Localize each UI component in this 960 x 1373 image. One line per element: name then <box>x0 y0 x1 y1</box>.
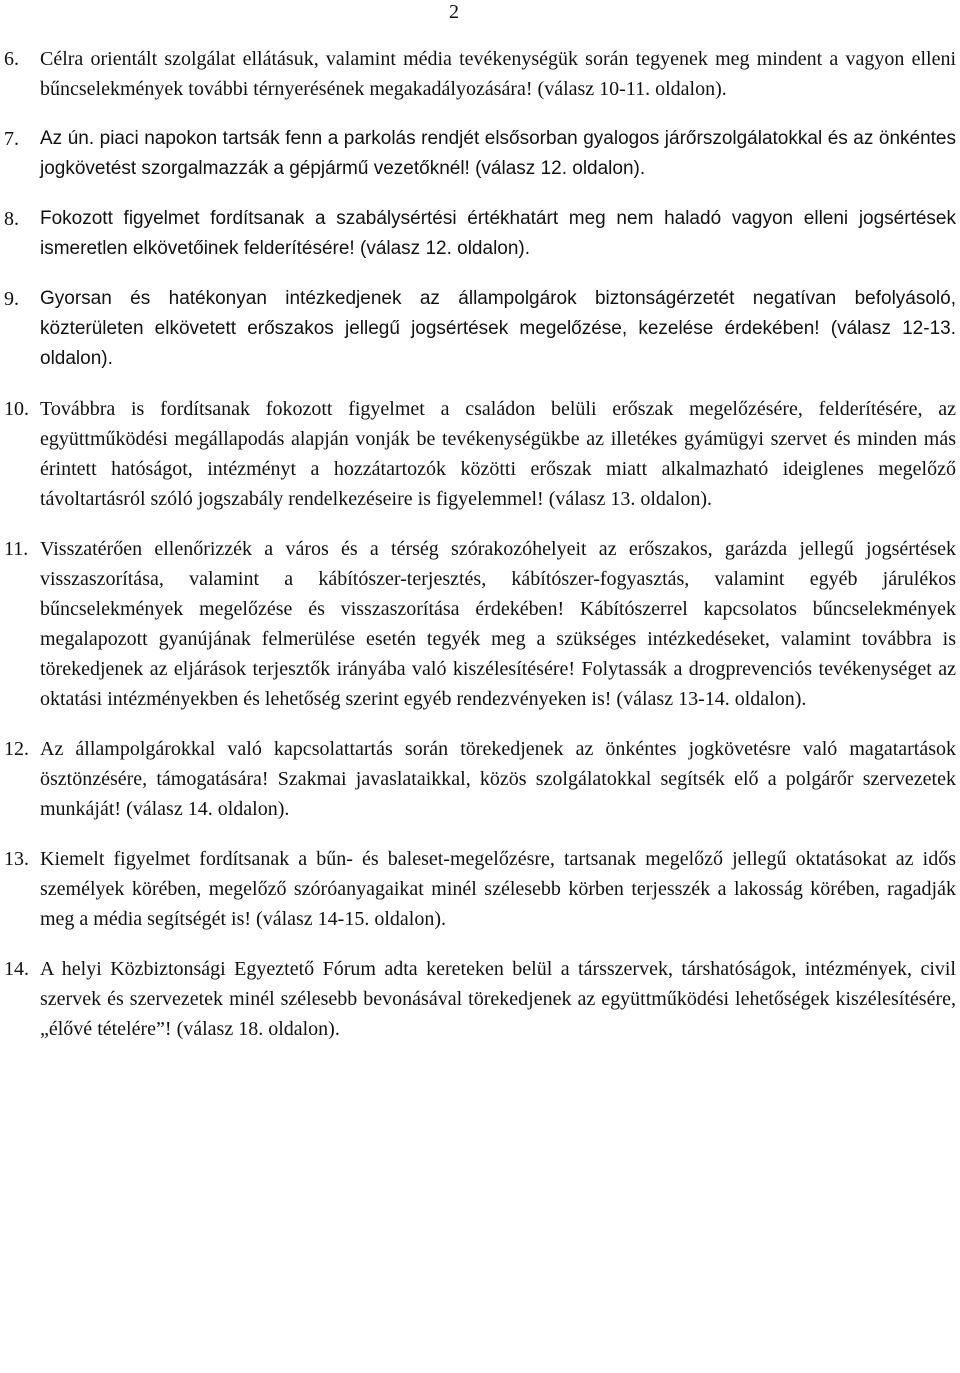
list-item <box>4 204 956 264</box>
item-text: Visszatérően ellenőrizzék a város és a térség szórakozóhelyeit az erőszakos, garázda jellegű jogsértések visszaszorítása, valamint a kábítószer-terjesztés, kábítószer-fogyasztás, valamint egyéb járulékos bűncselekmények megelőzése és visszaszorítása érdekében! Kábítószerrel kapcsolatos bűncselekmények megalapozott gyanújának felmerülése esetén tegyék meg a szükséges intézkedéseket, valamint továbbra is törekedjenek az eljárások terjesztők irányába való kiszélesítésére! Folytassák a drogprevenciós tevékenységet az oktatási intézményekben és lehetőség szerint egyéb rendezvényeken is! (válasz 13-14. oldalon). <box>40 538 956 710</box>
item-number: 13. <box>4 848 29 870</box>
list-item <box>4 394 956 514</box>
list-item <box>4 124 956 184</box>
list-item <box>4 734 956 824</box>
item-number: 10. <box>4 398 29 420</box>
item-text: Továbbra is fordítsanak fokozott figyelmet a családon belüli erőszak megelőzésére, felderítésére, az együttműködési megállapodás alapján vonják be tevékenységükbe az illetékes gyámügyi szervet és minden más érintett hatóságot, intézményt a hozzátartozók közötti erőszak miatt alkalmazható ideiglenes megelőző távoltartásról szóló jogszabály rendelkezéseire is figyelemmel! (válasz 13. oldalon). <box>40 398 956 510</box>
item-text: A helyi Közbiztonsági Egyeztető Fórum adta kereteken belül a társszervek, társhatóságok, intézmények, civil szervek és szervezetek minél szélesebb bevonásával törekedjenek az együttműködési lehetőségek kiszélesítésére, „élővé tételére”! (válasz 18. oldalon). <box>40 958 956 1040</box>
item-number: 7. <box>4 128 19 150</box>
list-item <box>4 534 956 714</box>
item-number: 12. <box>4 738 29 760</box>
item-number: 11. <box>4 538 29 560</box>
item-text: Kiemelt figyelmet fordítsanak a bűn- és baleset-megelőzésre, tartsanak megelőző jellegű oktatásokat az idős személyek körében, megelőző szóróanyagaikat minél szélesebb körben terjesszék a lakosság körében, ragadják meg a média segítségét is! (válasz 14-15. oldalon). <box>40 848 956 930</box>
item-number: 6. <box>4 48 19 70</box>
item-text: Az állampolgárokkal való kapcsolattartás során törekedjenek az önkéntes jogkövetésre való magatartások ösztönzésére, támogatására! Szakmai javaslataikkal, közös szolgálatokkal segítsék elő a polgárőr szervezetek munkáját! (válasz 14. oldalon). <box>40 738 956 820</box>
numbered-list <box>4 44 956 1064</box>
item-number: 9. <box>4 288 19 310</box>
item-number: 8. <box>4 208 19 230</box>
list-item <box>4 954 956 1044</box>
item-text: Gyorsan és hatékonyan intézkedjenek az állampolgárok biztonságérzetét negatívan befolyásoló, közterületen elkövetett erőszakos jellegű jogsértések megelőzése, kezelése érdekében! (válasz 12-13. oldalon). <box>40 288 956 369</box>
item-text: Az ún. piaci napokon tartsák fenn a parkolás rendjét elsősorban gyalogos járőrszolgálatokkal és az önkéntes jogkövetést szorgalmazzák a gépjármű vezetőknél! (válasz 12. oldalon). <box>40 128 956 179</box>
list-item <box>4 284 956 374</box>
item-text: Fokozott figyelmet fordítsanak a szabálysértési értékhatárt meg nem haladó vagyon elleni jogsértések ismeretlen elkövetőinek felderítésére! (válasz 12. oldalon). <box>40 208 956 259</box>
page-number: 2 <box>449 1 459 23</box>
list-item <box>4 44 956 104</box>
item-text: Célra orientált szolgálat ellátásuk, valamint média tevékenységük során tegyenek meg mindent a vagyon elleni bűncselekmények további térnyerésének megakadályozására! (válasz 10-11. oldalon). <box>40 48 956 100</box>
list-item <box>4 844 956 934</box>
item-number: 14. <box>4 958 29 980</box>
